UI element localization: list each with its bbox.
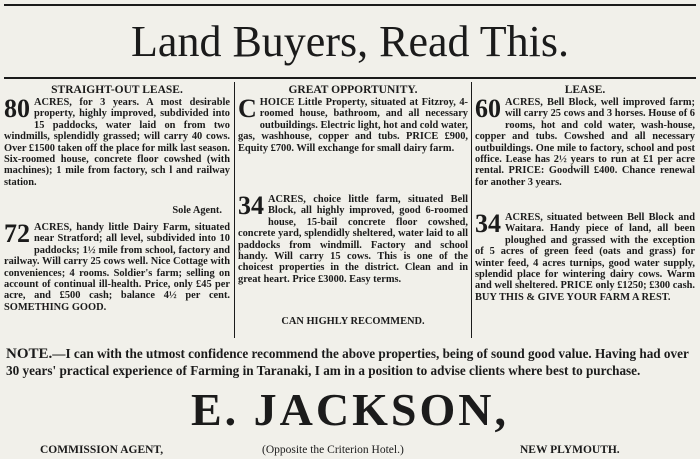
col2-ad1 [238, 94, 468, 154]
col2-ad2 [238, 191, 468, 285]
note-paragraph [6, 346, 696, 378]
col2-ad2-text: ACRES, choice little farm, situated Bell Block, all highly improved, good 6-roomed house, 15-bail concrete floor cowshed, concrete yard, splendidly sheltered, water laid to all paddocks from windmill. Factory and school handy. Will carry 15 cows. This is one of the choicest properties in the district. Clean and in great heart. Price £3000. Easy terms. [238, 194, 468, 285]
note-lead: NOTE. [6, 346, 53, 362]
agent-name: E. JACKSON, [191, 384, 509, 435]
col3-ad1-number: 60 [475, 94, 501, 123]
col1-ad2-text: ACRES, handy little Dairy Farm, situated near Stratford; all level, subdivided into 10 paddocks; 1½ mile from school, factory and railway. Will carry 25 cows well. Nice Cottage with conveniences; 4 rooms. Soldier's farm; selling on account of continual ill-health. Price, only £45 per acre, and £500 cash; balance 4½ per cent. SOMETHING GOOD. [4, 222, 230, 313]
note-text: —I can with the utmost confidence recommend the above properties, being of sound good value. Having had over 30 years' practical experience of Farming in Taranaki, I am in a position to advise clients where best to purchase. [6, 346, 689, 378]
col1-ad1 [4, 94, 230, 188]
col2-ad1-initial: C [238, 94, 257, 123]
col3-heading: LEASE. [564, 84, 606, 96]
col1-heading: STRAIGHT-OUT LEASE. [51, 84, 183, 96]
col2-ad1-text: HOICE Little Property, situated at Fitzroy, 4-roomed house, bathroom, and all necessary outbuildings. Electric light, hot and cold water, gas, washhouse, copper and tubs. PRICE £900, Equity £700. Will exchange for small dairy farm. [238, 97, 468, 154]
col2-ad2-number: 34 [238, 191, 264, 220]
col1-ad1-number: 80 [4, 94, 30, 123]
col3-ad2-text: ACRES, situated between Bell Block and Waitara. Handy piece of land, all been ploughed and grassed with the exception of 5 acres of green feed (oats and grass) for winter feed, 4 acres turnips, good water supply, splendid place for wintering dairy cows. Warm and well sheltered. PRICE only £1250; £300 cash. BUY THIS & GIVE YOUR FARM A REST. [475, 212, 695, 303]
agent-address: (Opposite the Criterion Hotel.) [262, 444, 404, 456]
column-divider-right [471, 82, 472, 338]
headline: Land Buyers, Read This. [131, 17, 569, 66]
col1-ad2 [4, 219, 230, 313]
top-rule [4, 4, 696, 6]
col2-heading: GREAT OPPORTUNITY. [288, 84, 418, 96]
col1-ad2-number: 72 [4, 219, 30, 248]
col1-ad1-sign: Sole Agent. [172, 205, 222, 216]
col3-ad2-number: 34 [475, 209, 501, 238]
headline-rule [4, 77, 696, 79]
col2-closing: CAN HIGHLY RECOMMEND. [281, 316, 425, 327]
col1-ad1-text: ACRES, for 3 years. A most desirable property, highly improved, subdivided into 15 paddocks, water laid on from two windmills, splendidly grassed; will carry 40 cows. Over £1500 taken off the place for milk last season. Six-roomed house, concrete floor cowshed (with machines); 1 mile from factory, sch l and railway station. [4, 97, 230, 188]
column-divider-left [234, 82, 235, 338]
agent-title: COMMISSION AGENT, [40, 444, 164, 456]
col3-ad2 [475, 209, 695, 303]
col3-ad1 [475, 94, 695, 188]
agent-town: NEW PLYMOUTH. [520, 444, 620, 456]
col3-ad1-text: ACRES, Bell Block, well improved farm; will carry 25 cows and 3 horses. House of 6 rooms, hot and cold water, wash-house, copper and tubs. Cowshed and all necessary outbuildings. One mile to factory, school and post office. Lease has 2½ years to run at £1 per acre rental. PRICE: Goodwill £400. Chance renewal for another 3 years. [475, 97, 695, 188]
